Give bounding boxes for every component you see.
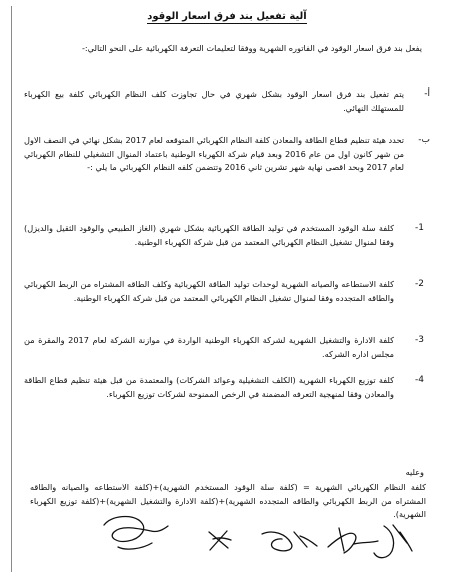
clause-a-text: يتم تفعيل بند فرق اسعار الوقود بشكل شهري في حال تجاوزت كلف النظام الكهربائي كلفة بيع الكهرباء للمستهلك النهائي. [24, 89, 404, 113]
intro-paragraph: يفعل بند فرق اسعار الوقود في الفاتوره الشهرية ووفقا لتعليمات التعرفة الكهربائية على النحو التالي:- [81, 43, 422, 53]
clause-b-text: تحدد هيئة تنظيم قطاع الطاقة والمعادن كلفة النظام الكهربائي المتوقعه لعام 2017 بشكل نهائي في النصف الاول من شهر كانون اول من عام 2016 وبعد قيام شركة الكهرباء الوطنية باعتماد المنوال التشغيلي للنظام الكهربائي لعام 2017 وبحد اقصى نهاية شهر تشرين ثاني 2016 وتتضمن كلفه النظام الكهربائي ما يلي :- [24, 135, 405, 173]
sub-item-1-text: كلفة سلة الوقود المستخدم في توليد الطاقة الكهربائية بشكل شهري (الغاز الطبيعي والوقود الثقيل والديزل) وفقا لمنوال تشغيل النظام الكهربائي المعتمد من قبل شركة الكهرباء الوطنية. [24, 223, 394, 247]
signature-5-handwritten-signature [374, 525, 412, 558]
sub-item-2 [24, 278, 430, 305]
sub-item-3-marker: 3- [415, 335, 424, 345]
signature-3-handwritten-signature [262, 532, 317, 551]
sub-item-3 [24, 334, 430, 361]
clause-b [24, 134, 430, 175]
page-frame-line [11, 6, 12, 572]
sub-item-4-text: كلفة توزيع الكهرباء الشهرية (الكلف التشغيلية وعوائد الشركات) والمعتمدة من قبل هيئة تنظيم قطاع الطاقة والمعادن وفقا لمنهجية التعرفه المضمنة في الرخص الممنوحة لشركات توزيع الكهرباء. [24, 375, 394, 399]
signatures-area [0, 508, 454, 578]
signature-2-handwritten-signature [209, 531, 231, 550]
sub-item-2-text: كلفة الاستطاعه والصيانه الشهرية لوحدات توليد الطاقة الكهربائية وكلف الطاقه المشتراه من الربط الكهربائي والطاقه المتجدده وفقا لمنوال تشغيل النظام الكهربائي المعتمد من قبل شركة الكهرباء الوطنية. [24, 279, 394, 303]
sub-item-1 [24, 222, 430, 249]
sub-item-2-marker: 2- [415, 279, 424, 289]
closing-title: وعليه [405, 467, 424, 477]
sub-item-3-text: كلفة الادارة والتشغيل الشهرية لشركة الكهرباء الوطنية الواردة في موازنة الشركة لعام 2017 والمقرة من مجلس اداره الشركه. [24, 335, 394, 359]
sub-item-1-marker: 1- [415, 223, 424, 233]
signature-4-handwritten-signature [328, 528, 378, 553]
document-title: آلية تفعيل بند فرق اسعار الوقود [147, 11, 307, 22]
signature-1-handwritten-signature [104, 516, 168, 549]
clause-a-marker: أ- [424, 89, 430, 99]
clause-b-marker: ب- [418, 135, 430, 145]
sub-item-4-marker: 4- [415, 375, 424, 385]
clause-a [24, 88, 430, 115]
sub-item-4 [24, 374, 430, 401]
closing-formula: كلفة النظام الكهربائي الشهرية = (كلفة سلة الوقود المستخدم الشهرية)+(كلفة الاستطاعه والصيانه والطاقه المشتراه من الربط الكهربائي والطاقه المتجدده الشهرية)+(كلفة الادارة والتشغيل الشهرية)+(كلفة توزيع الكهرباء الشهرية). [30, 482, 426, 520]
